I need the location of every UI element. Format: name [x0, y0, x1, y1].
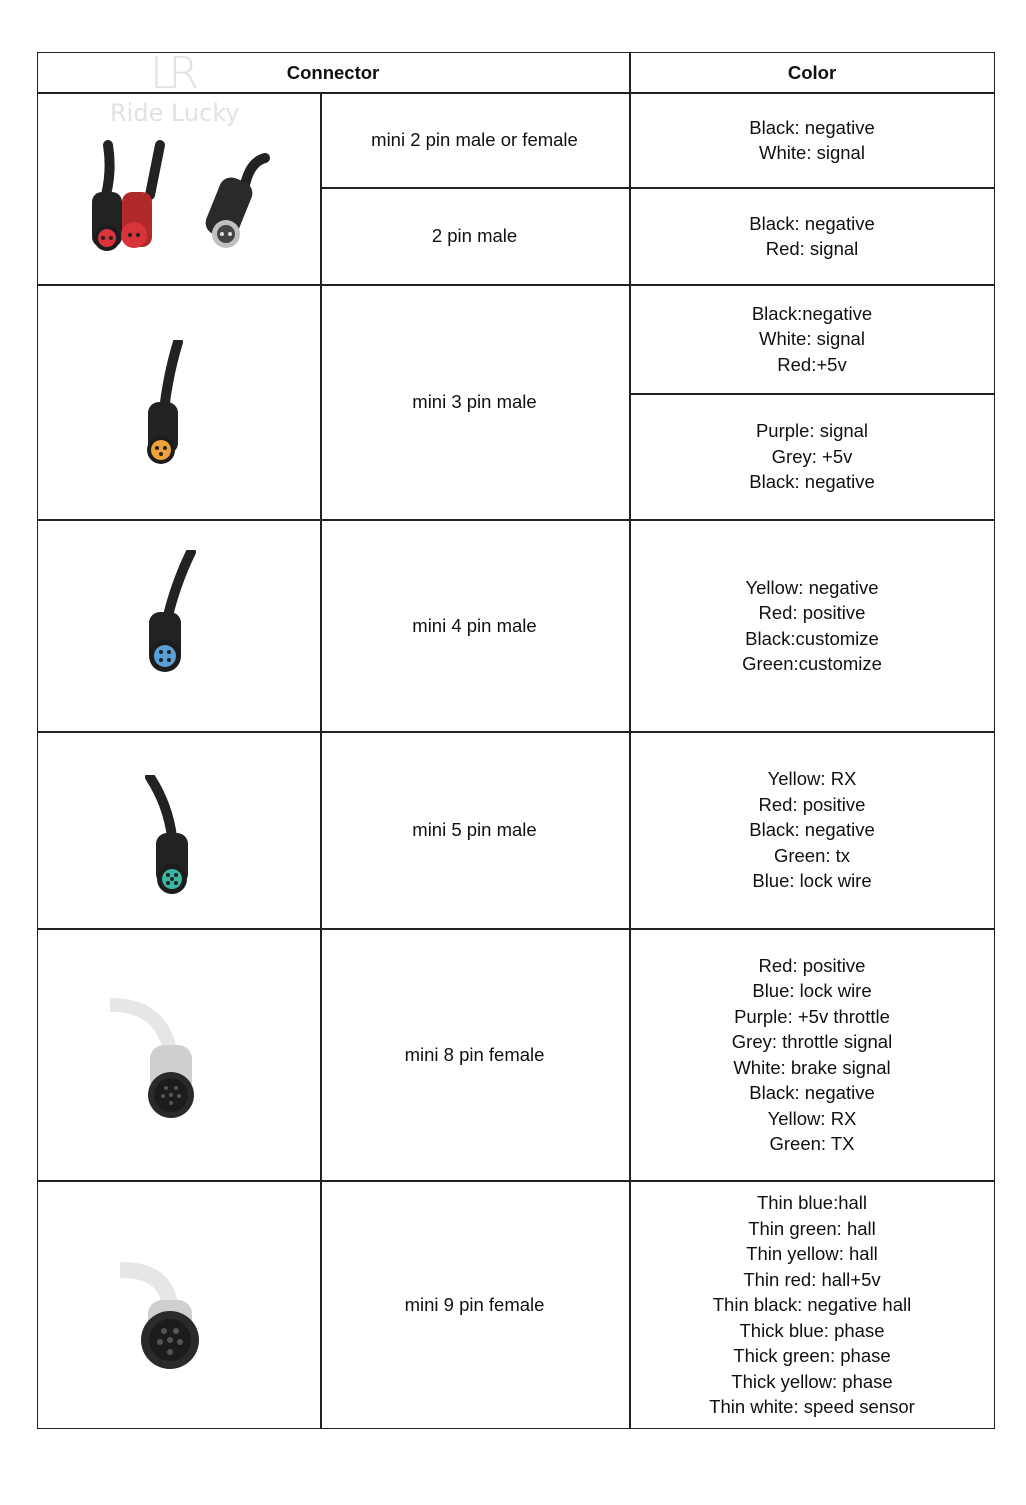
- color-line: Red:+5v: [777, 353, 847, 375]
- color-line: Blue: lock wire: [752, 980, 872, 1001]
- color-line: Black: negative: [749, 1082, 875, 1103]
- connector-name: mini 9 pin female: [404, 1294, 545, 1316]
- color-line: Purple: +5v throttle: [734, 1005, 890, 1027]
- color-line: Yellow: RX: [767, 1107, 857, 1129]
- color-line: White: signal: [759, 328, 865, 350]
- color-list: [629, 285, 995, 393]
- connector-name: mini 3 pin male: [412, 391, 537, 413]
- connector-name: mini 4 pin male: [412, 614, 537, 636]
- color-line: Thick green: phase: [733, 1345, 891, 1367]
- color-line: Red: positive: [758, 793, 866, 815]
- pin-face: [154, 645, 176, 667]
- connector-name: 2 pin male: [431, 225, 518, 247]
- connector-name: mini 8 pin female: [404, 1043, 545, 1065]
- pin-face: [121, 222, 147, 248]
- pin-face: [98, 229, 116, 247]
- color-line: Black: negative: [749, 116, 875, 138]
- color-line: Thick yellow: phase: [731, 1370, 893, 1392]
- color-line: Thin white: speed sensor: [709, 1396, 915, 1418]
- color-line: Grey: throttle signal: [731, 1031, 893, 1052]
- color-line: Thin green: hall: [748, 1217, 876, 1239]
- connector-photo-8pin: [110, 995, 220, 1125]
- connector-photo-5pin: [140, 775, 210, 900]
- color-line: White: signal: [759, 142, 865, 163]
- color-line: Purple: signal: [755, 420, 869, 442]
- color-line: Green: TX: [769, 1133, 855, 1154]
- color-line: Grey: +5v: [771, 445, 853, 467]
- color-line: Thin blue:hall: [756, 1192, 868, 1214]
- watermark-text: Ride Lucky: [110, 99, 240, 127]
- color-list: [629, 929, 995, 1180]
- connector-photo-3pin: [130, 340, 200, 470]
- color-line: Black:negative: [751, 302, 873, 324]
- color-line: Red: signal: [765, 238, 859, 259]
- color-line: Yellow: RX: [767, 768, 857, 790]
- color-line: Blue: lock wire: [752, 870, 872, 892]
- color-list: [629, 188, 995, 284]
- header-color: Color: [787, 61, 837, 83]
- color-line: Green:customize: [742, 653, 882, 674]
- connector-name: mini 2 pin male or female: [371, 129, 578, 151]
- color-line: Black: negative: [749, 819, 875, 841]
- color-line: Yellow: negative: [745, 576, 879, 598]
- color-line: Black:customize: [745, 627, 879, 649]
- color-line: Red: positive: [758, 954, 866, 976]
- color-list: [629, 520, 995, 731]
- color-line: Thin yellow: hall: [746, 1243, 878, 1265]
- color-line: Red: positive: [758, 602, 866, 623]
- connector-name: mini 5 pin male: [412, 819, 537, 841]
- color-line: Thin red: hall+5v: [743, 1268, 881, 1290]
- color-list: [629, 1181, 995, 1429]
- color-line: Black: negative: [749, 471, 875, 493]
- color-list: [629, 93, 995, 187]
- watermark-logo: LR: [150, 48, 194, 99]
- color-line: Thin black: negative hall: [712, 1294, 912, 1316]
- connector-photo-4pin: [135, 550, 205, 680]
- connector-photo-9pin: [120, 1260, 220, 1380]
- color-line: White: brake signal: [733, 1056, 891, 1078]
- color-line: Black: negative: [749, 212, 875, 234]
- color-list: [629, 732, 995, 928]
- connector-photo-2pin: [60, 140, 280, 265]
- pin-face: [151, 440, 171, 460]
- color-line: Thick blue: phase: [739, 1319, 885, 1341]
- color-list: [629, 394, 995, 519]
- color-line: Green: tx: [773, 844, 851, 866]
- header-connector: Connector: [286, 61, 380, 83]
